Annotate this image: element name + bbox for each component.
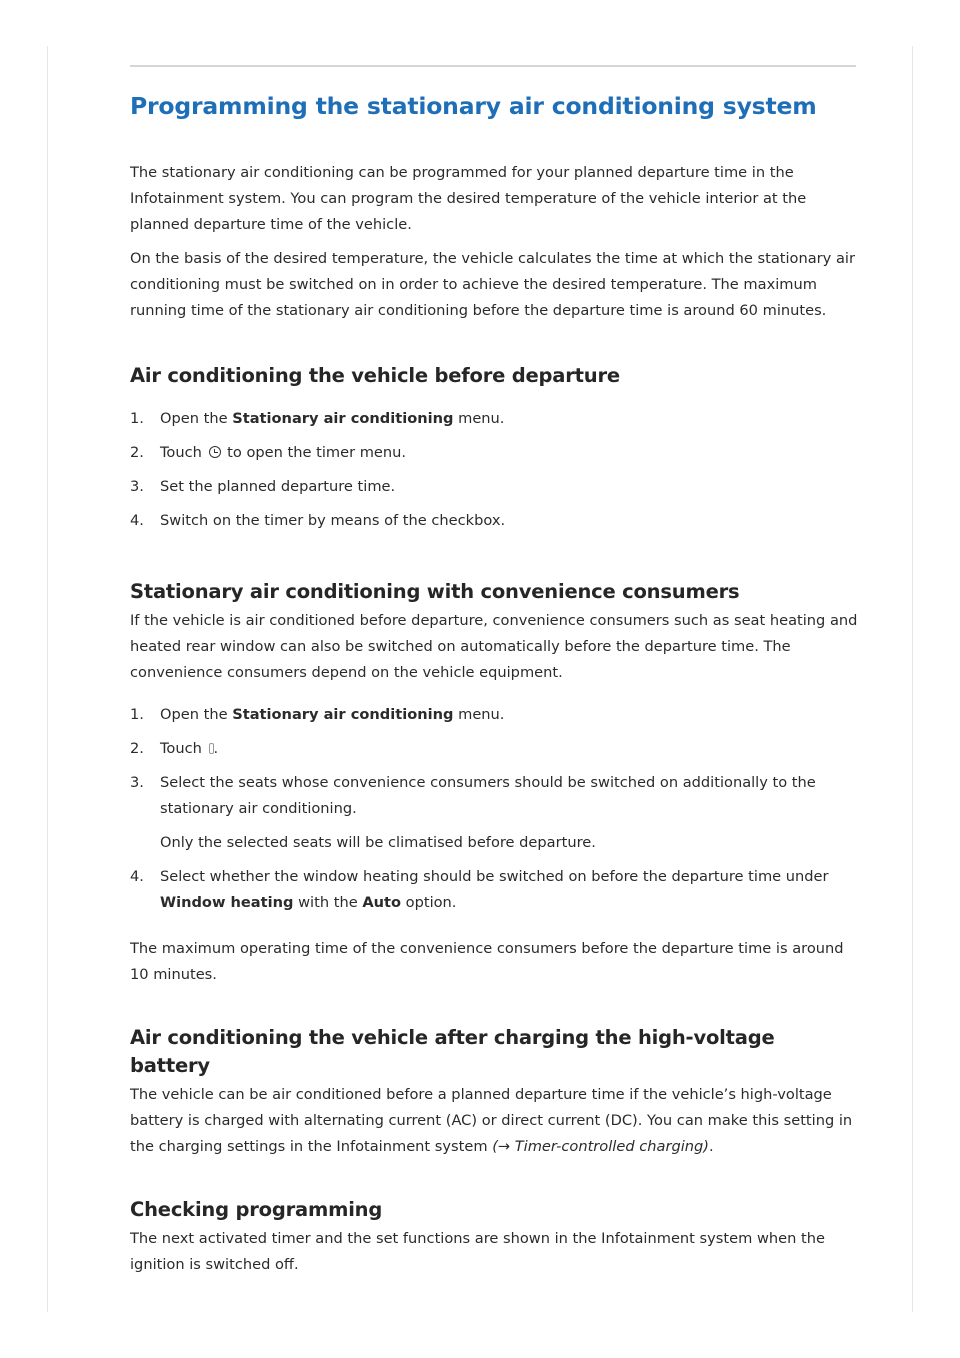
steps-convenience-consumers <box>130 702 860 916</box>
clock-icon <box>209 446 221 458</box>
page-title: Programming the stationary air conditioning system <box>130 92 817 120</box>
steps-before-departure <box>130 406 860 534</box>
step-item: 4. Select whether the window heating should be switched on before the departure time under Window heating with the Auto option. <box>130 864 860 916</box>
step-item: 2. Touch to open the timer menu. <box>130 440 860 466</box>
convenience-intro: If the vehicle is air conditioned before departure, convenience consumers such as seat heating and heated rear window can also be switched on automatically before the departure time. The convenience consumers depend on the vehicle equipment. <box>130 612 858 681</box>
step-item: 4. Switch on the timer by means of the checkbox. <box>130 508 860 534</box>
menu-name: Stationary air conditioning <box>232 706 454 723</box>
step-item: 1. Open the Stationary air conditioning menu. <box>130 702 860 728</box>
step-item: 3. Set the planned departure time. <box>130 474 860 500</box>
page-content <box>130 88 860 1278</box>
step-item: 3. Select the seats whose convenience consumers should be switched on additionally to the stationary air conditioning. Only the selected seats will be climatised before departure. <box>130 770 860 856</box>
intro-paragraph-1: The stationary air conditioning can be programmed for your planned departure time in the Infotainment system. You can program the desired temperature of the vehicle interior at the planned departure time of the vehicle. <box>130 164 807 233</box>
menu-name: Stationary air conditioning <box>232 410 454 427</box>
section-title-checking-programming: Checking programming <box>130 1198 383 1221</box>
header-rule <box>130 65 856 67</box>
step-number: 3. <box>130 478 144 495</box>
convenience-outro: The maximum operating time of the convenience consumers before the departure time is around 10 minutes. <box>130 940 844 983</box>
left-margin-line <box>47 46 48 1312</box>
intro-paragraph-2: On the basis of the desired temperature, the vehicle calculates the time at which the stationary air conditioning must be switched on in order to achieve the desired temperature. The maximum running time of the stationary air conditioning before the departure time is around 60 minutes. <box>130 250 855 319</box>
section-title-before-departure: Air conditioning the vehicle before departure <box>130 364 620 387</box>
step-item: 2. Touch . <box>130 736 860 762</box>
right-margin-line <box>912 46 913 1312</box>
step-number: 2. <box>130 740 144 757</box>
checking-programming-paragraph: The next activated timer and the set functions are shown in the Infotainment system when the ignition is switched off. <box>130 1230 825 1273</box>
option-name: Auto <box>362 894 402 911</box>
step-note: Only the selected seats will be climatised before departure. <box>160 834 596 851</box>
step-number: 4. <box>130 868 144 885</box>
after-charging-paragraph: The vehicle can be air conditioned before a planned departure time if the vehicle’s high-voltage battery is charged with alternating current (AC) or direct current (DC). You can make this setting in the charging settings in the Infotainment system (→ Timer-controlled charging). <box>130 1086 853 1155</box>
section-title-convenience-consumers: Stationary air conditioning with convenience consumers <box>130 580 740 603</box>
step-number: 2. <box>130 444 144 461</box>
step-item: 1. Open the Stationary air conditioning menu. <box>130 406 860 432</box>
step-number: 4. <box>130 512 144 529</box>
section-title-after-charging: Air conditioning the vehicle after charging the high-voltage battery <box>130 1026 775 1077</box>
step-number: 3. <box>130 774 144 791</box>
step-number: 1. <box>130 410 144 427</box>
cross-reference-link[interactable]: (→ Timer-controlled charging) <box>492 1138 709 1155</box>
menu-name: Window heating <box>160 894 294 911</box>
step-number: 1. <box>130 706 144 723</box>
